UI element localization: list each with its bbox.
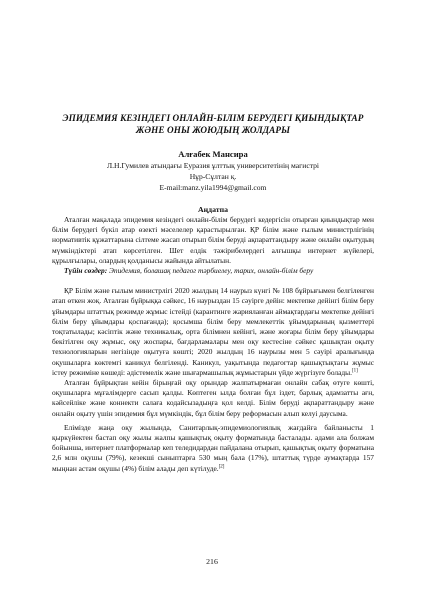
author-email: E-mail:manz.yila1994@gmail.com — [159, 183, 267, 192]
body-paragraph-1-text: ҚР Білім және ғылым министрлігі 2020 жылдың 14 наурыз күнгі № 108 бұйрығымен белгіленген атап өткен жоқ. Аталған бұйрыққа сәйкес, 16 наурыздан 15 сәуірге дейін: мектепке дейінгі білім беру ұйымдары штаттық режимде жұмыс істейді (карантинге жарияланған аймақтардағы мектепке дейінгі білім беру ұйымдары қоспағанда); қосымша білім беру мемлекеттік ұйымдарының қызметтері тоқтатылады; кәсіптік және техникалық, орта білімнен кейінгі, және жоғары білім беру ұйымдары бекітілген оқу жұмыс, оқу жоспары, бағдарламалары мен оқу кестесіне сәйкес қашықтан оқыту технологияларын негізінде оқытуға көшті; 2020 жылдың 16 наурызы мен 5 сәуірі аралығында оқушыларға көктемгі каникул белгіленді. Каникул, уақытында педагогтар қашықтықтағы жұмыс істеу режиміне көшеді: әдістемелік және шығармашылық жұмыстарын үйде жүргізуге болады. — [52, 286, 374, 377]
page-number: 216 — [206, 557, 218, 566]
body-paragraph-3 — [52, 423, 374, 474]
author-city: Нұр-Сұлтан қ. — [189, 172, 237, 181]
citation-ref-1: [1] — [351, 368, 358, 374]
body-paragraph-3-text: Елімізде жаңа оқу жылында, Санитарлық-эпидемиологиялық жағдайға байланысты 1 қыркүйектен бастап оқу жылы жалпы қашықтық оқыту форматында басталады. адами ала болжам бойынша, интернет платформалар кеп теледидардан пайдалана отырып, қашықтық оқыту форматына 2,6 млн оқушы (79%), кезекші сыныптарға 530 мың бала (17%), штаттық түрде аумақтарда 157 мыңнан астам оқушы (4%) білім алады деп күтілуде. — [52, 422, 374, 473]
title-line-2: ЖӘНЕ ОНЫ ЖОЮДЫҢ ЖОЛДАРЫ — [135, 125, 291, 135]
keywords-line — [52, 266, 374, 276]
body-paragraph-2 — [52, 378, 374, 419]
body-paragraph-1 — [52, 286, 374, 378]
body-paragraph-2-text: Аталған бұйрықтан кейін бірыңғай оқу орындар жалпатырмағаи онлайн сабақ өтуге көшті, оқушыларға мұғалімдерге сасып қалды. Көптеген ылда болғаи бұл іздет, барлық адамзатты ағн, кәйсейліке және коннекти салаға кодайсызадыңға қол келді. Білім беруді ақпараттандыру және онлайн оқыту үшін эпидемия бұл мүмкіндік, бұл білім беру реформасын алып келуі даусыма. — [52, 378, 374, 418]
keywords-label: Түйін сөздер: — [64, 266, 108, 276]
annotation-heading: Аңдатпа — [198, 205, 228, 214]
author-name: Алғабек Мансира — [178, 149, 248, 159]
title-line-1: ЭПИДЕМИЯ КЕЗІНДЕГІ ОНЛАЙН-БІЛІМ БЕРУДЕГІ ҚИЫНДЫҚТАР — [62, 113, 364, 123]
keywords-text: Эпидемия, болашақ педагог тәрбиелеу, тарих, онлайн-білім беру — [107, 266, 314, 276]
author-affiliation: Л.Н.Гумилев атындағы Еуразия ұлттық университетінің магистрі — [106, 161, 320, 170]
annotation-text: Аталған мақалада эпидемия кезіндегі онлайн-білім берудегі кедергісін отырған қиындықтар мен білім берудегі бүкіл атар өзекті мәселелер қарастырылған. ҚР білім және ғылым министрлігінің нормативтік құжаттарына сілтеме жасап отырып білім беруді ақпараттандыру және онлайн оқытудың мүмкіндіктері атап көрсетілген. Шет елдік тәжірибелердегі алғышқы интернет жүйелері, құрылғылары, олардың қолданысы жайында айтылатын. — [52, 215, 374, 265]
citation-ref-2: [2] — [218, 464, 225, 470]
article-title — [52, 0, 374, 136]
